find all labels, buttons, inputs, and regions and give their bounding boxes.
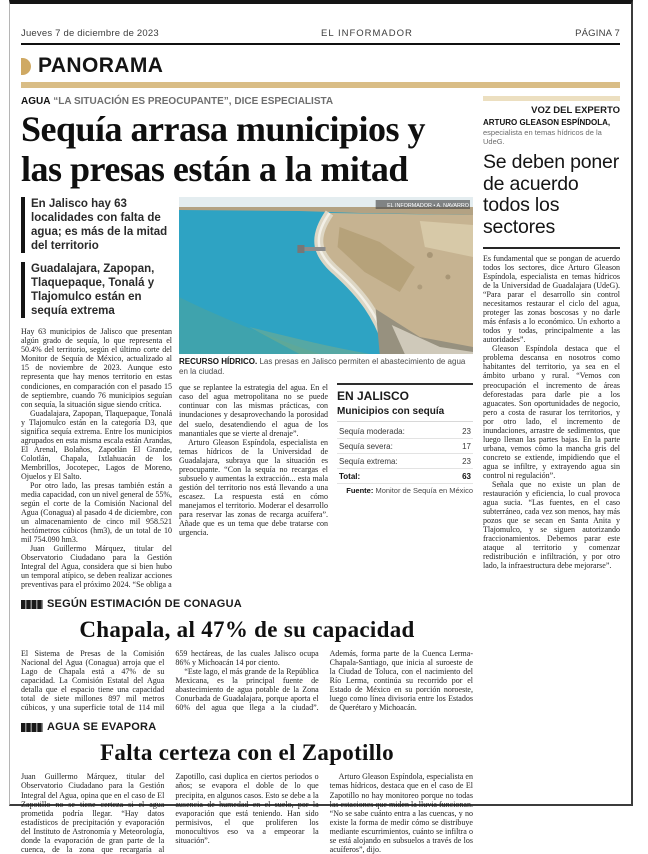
stat-row-extreme — [337, 454, 473, 469]
reservoir-photo-illustration — [179, 197, 473, 354]
article-paragraph: Juan Guillermo Márquez, titular del Observatorio Ciudadano para la Gestión Integral del Agua, opina que en el caso de El Zapotillo no se tiene certeza si el agua prometida podría llegar. “Hay datos estadísticos de precipitación y evaporación del Instituto de Astronomía y Meteorología, donde la evaporación de gran parte de la cuenca, de la zona que recargaría al Zapotillo, casi duplica en ciertos periodos o años; se evapora el doble de lo que precipita, en algunos casos. Esto se debe a la ausencia de humedad en el suelo, por la evaporación que está teniendo. Han sido permisivos, el que proliferen los monocultivos eso va a empeorar la situación”. — [21, 772, 319, 854]
article-headline: Sequía arrasa municipios y las presas están a la mitad — [21, 109, 426, 189]
section-divider-bar — [21, 82, 620, 88]
zapotillo-section — [21, 721, 473, 853]
stat-value: 17 — [462, 441, 471, 451]
stats-source — [337, 486, 473, 495]
stat-value: 23 — [462, 456, 471, 466]
conagua-body — [21, 649, 473, 712]
section-banner — [21, 54, 620, 78]
conagua-section — [21, 598, 473, 712]
main-article — [21, 94, 473, 854]
conagua-eyebrow: SEGÚN ESTIMACIÓN DE CONAGUA — [47, 598, 242, 611]
stats-source-label: Fuente: — [346, 486, 374, 496]
article-paragraph: Por otro lado, las presas también están a media capacidad, con un nivel general de 55%, según el corte de la Comisión Nacional del Agua (Conagua) al pasado 4 de diciembre, con un almacenamiento de cinco mil 958.521 hectómetros cúbicos (hm3), de un total de 10 mil 754.090 hm3. — [21, 480, 172, 545]
conagua-headline: Chapala, al 47% de su capacidad — [79, 617, 415, 643]
stats-box-subtitle: Municipios con sequía — [337, 406, 473, 422]
masthead — [21, 4, 620, 45]
article-paragraph: “Este lago, el más grande de la República Mexicana, es la principal fuente de abastecimiento de agua potable de la Zona Conurbada de Guadalajara, porque aporta el 60% del agua que llega a la ciudad”. Además, forma parte de la Cuenca Lerma-Chapala-Santiago, que inicia al suroeste de la Ciudad de Toluca, con el nacimiento del Río Lerma, continúa su recorrido por el Estado de México en su porción noroeste, luego como línea divisoria entre los Estados de Querétaro y Michoacán. — [175, 649, 473, 713]
article-paragraph: Gleason Espíndola destaca que el problema descansa en nosotros como habitantes del territorio, ya sea en el ámbito urbano y rural. “Vemos con preocupación el incremento de áreas deforestadas para darle pie a los aguacates. Son oportunidades de negocio, pero a costa de rasurar los territorios, y por otro lado, el incremento de inundaciones, arrastre de sedimentos, que luego llenan las partes bajas. En la parte urbana, vemos cómo la mancha gris del concreto se extiende, impidiendo que el agua se infiltre, y extrayendo agua sin control ni regulación”. — [483, 344, 620, 480]
photo-caption-text: Las presas en Jalisco permiten el abastecimiento de agua en la ciudad. — [179, 357, 466, 376]
article-paragraph: Hay 63 municipios de Jalisco que presentan algún grado de sequía, lo que representa el 50.4% del territorio, según el último corte del Monitor de Sequía de México, actualizado al 15 de noviembre de 2023. Aunque esto representa que hay menos territorio en estas condiciones, en comparación con el pasado 15 de septiembre, cuando 76 municipios seguían con sequía, la situación sigue siendo crítica. — [21, 327, 172, 409]
photo-caption — [179, 357, 473, 376]
reservoir-aerial-photo — [179, 197, 473, 354]
drought-stats-box — [337, 383, 473, 537]
masthead-date: Jueves 7 de diciembre de 2023 — [21, 28, 159, 39]
article-paragraph: Arturo Gleason Espíndola, especialista en temas hídricos de la Universidad de Guadalajara, subraya que la situación es preocupante. “Con la sequía no recargas el subsuelo y aumentas la extracción... esta mala gestión del territorio nos está llevando a una escasez. La respuesta está en cómo manejamos el territorio. Moderar el desarrollo para reservar las zonas de recarga acuífera”. Añade que es un tema que debe tratarse con urgencia. — [179, 437, 328, 537]
article-deck-2: Guadalajara, Zapopan, Tlaquepaque, Tonalá y Tlajomulco están en sequía extrema — [21, 262, 172, 318]
article-paragraph: Juan Guillermo Márquez, titular del Observatorio Ciudadano para la Gestión Integral del Agua, considera que si bien hubo un temporal atípico, se deben realizar acciones preventivas para el próximo 2024. “Se obliga a — [21, 544, 172, 590]
expert-role: especialista en temas hídricos de la UdeG. — [483, 128, 602, 147]
article-paragraph: que se replantee la estrategia del agua. En el caso del agua metropolitana no se puede continuar con las mismas prácticas, con inundaciones y desaprovechando la porosidad del suelo, desatendiendo el agua de los manantiales que se vierte al drenaje”. — [179, 383, 328, 438]
article-paragraph: Es fundamental que se pongan de acuerdo todos los sectores, dice Arturo Gleason Espíndola, especialista en temas hídricos de la Universidad de Guadalajara (UdeG). “Para parar el desarrollo sin control necesitamos restaurar el ciclo del agua, proteger las zonas boscosas y no darle más énfasis a lo económico. Un exhorto a todos y todas, principalmente a las autoridades”. — [483, 254, 620, 345]
article-kicker — [21, 96, 473, 107]
expert-column-tag: VOZ DEL EXPERTO — [531, 105, 620, 116]
expert-column-bar — [483, 96, 620, 101]
article-deck-1: En Jalisco hay 63 localidades con falta de agua; es más de la mitad del territorio — [21, 197, 172, 253]
photo-credit: EL INFORMADOR • A. NAVARRO — [387, 203, 469, 210]
masthead-page-number: PÁGINA 7 — [575, 28, 620, 39]
expert-divider — [483, 247, 620, 249]
article-paragraph: Arturo Gleason Espíndola, especialista en temas hídricos, destaca que en el caso de El Zapotillo no hay monitoreo porque no todas las estaciones que miden la lluvia funcionan. “No se sabe cuánto entra a las cuencas, y no existe la forma de medir cómo se distribuye mediante escurrimientos, cuánto se infiltra o se está alojando en subsuelos a través de los acuíferos”, dijo. — [329, 772, 473, 854]
stat-label: Sequía moderada: — [339, 426, 405, 436]
kicker-quote: “LA SITUACIÓN ES PREOCUPANTE”, DICE ESPECIALISTA — [53, 96, 334, 107]
stats-box-title: EN JALISCO — [337, 389, 410, 404]
kicker-tag: AGUA — [21, 96, 51, 107]
stats-source-text: Monitor de Sequía en México — [373, 486, 473, 496]
zapotillo-body — [21, 772, 473, 853]
article-body-left-column — [21, 327, 172, 589]
photo-caption-lead: RECURSO HÍDRICO. — [179, 357, 258, 367]
section-stripes-icon — [21, 723, 43, 732]
expert-headline: Se deben poner de acuerdo todos los sectores — [483, 150, 619, 239]
stat-label: Sequía extrema: — [339, 456, 398, 466]
stat-label: Sequía severa: — [339, 441, 393, 451]
zapotillo-eyebrow: AGUA SE EVAPORA — [47, 721, 157, 734]
stat-value: 23 — [462, 426, 471, 436]
article-paragraph: El Sistema de Presas de la Comisión Nacional del Agua (Conagua) arroja que el Lago de Chapala está a 47% de su capacidad. La Comisión Estatal del Agua detalla que el espacio tiene una capacidad total de siete millones 897 mil metros cúbicos, y una superficie total de 114 mil 659 hectáreas, de las cuales Jalisco ocupa 86% y Michoacán 14 por ciento. — [21, 649, 319, 713]
article-body-middle-column — [179, 383, 328, 537]
section-title: PANORAMA — [38, 54, 164, 77]
article-paragraph: Guadalajara, Zapopan, Tlaquepaque, Tonalá y Tlajomulco están en la categoría D3, que significa sequía extrema. Entre los municipios agrupados en esta misma escala están Arandas, El Arenal, Bolaños, Zapotlán El Grande, Colotlán, Chapala, Ixtlahuacán de los Membrillos, Jocotepec, Lagos de Moreno, Ojuelos y El Salto. — [21, 408, 172, 481]
expert-byline — [483, 118, 620, 147]
article-paragraph: Señala que no existe un plan de restauración y eficiencia, lo cual provoca agua sucia. “Las fuentes, en el caso subterráneo, cada vez son menos, hay más pozos que se secan en Santa Anita y Tlajomulco, y se siguen autorizando fraccionamientos. Debemos parar este ataque al territorio y comenzar redistribución e infiltración, y por otro lado, la infraestructura debe mejorarse”. — [483, 479, 620, 571]
zapotillo-headline: Falta certeza con el Zapotillo — [100, 740, 394, 766]
stat-row-severe — [337, 439, 473, 454]
newspaper-page — [9, 0, 633, 854]
section-stripes-icon — [21, 600, 43, 609]
stat-label: Total: — [339, 471, 361, 481]
stat-row-total — [337, 469, 473, 484]
expert-body — [483, 254, 620, 570]
stat-row-moderate — [337, 424, 473, 439]
expert-name: ARTURO GLEASON ESPÍNDOLA, — [483, 118, 611, 127]
stat-value: 63 — [462, 471, 471, 481]
section-marker-icon — [21, 58, 31, 75]
expert-opinion-column — [483, 94, 620, 854]
masthead-paper-name: EL INFORMADOR — [321, 28, 413, 39]
